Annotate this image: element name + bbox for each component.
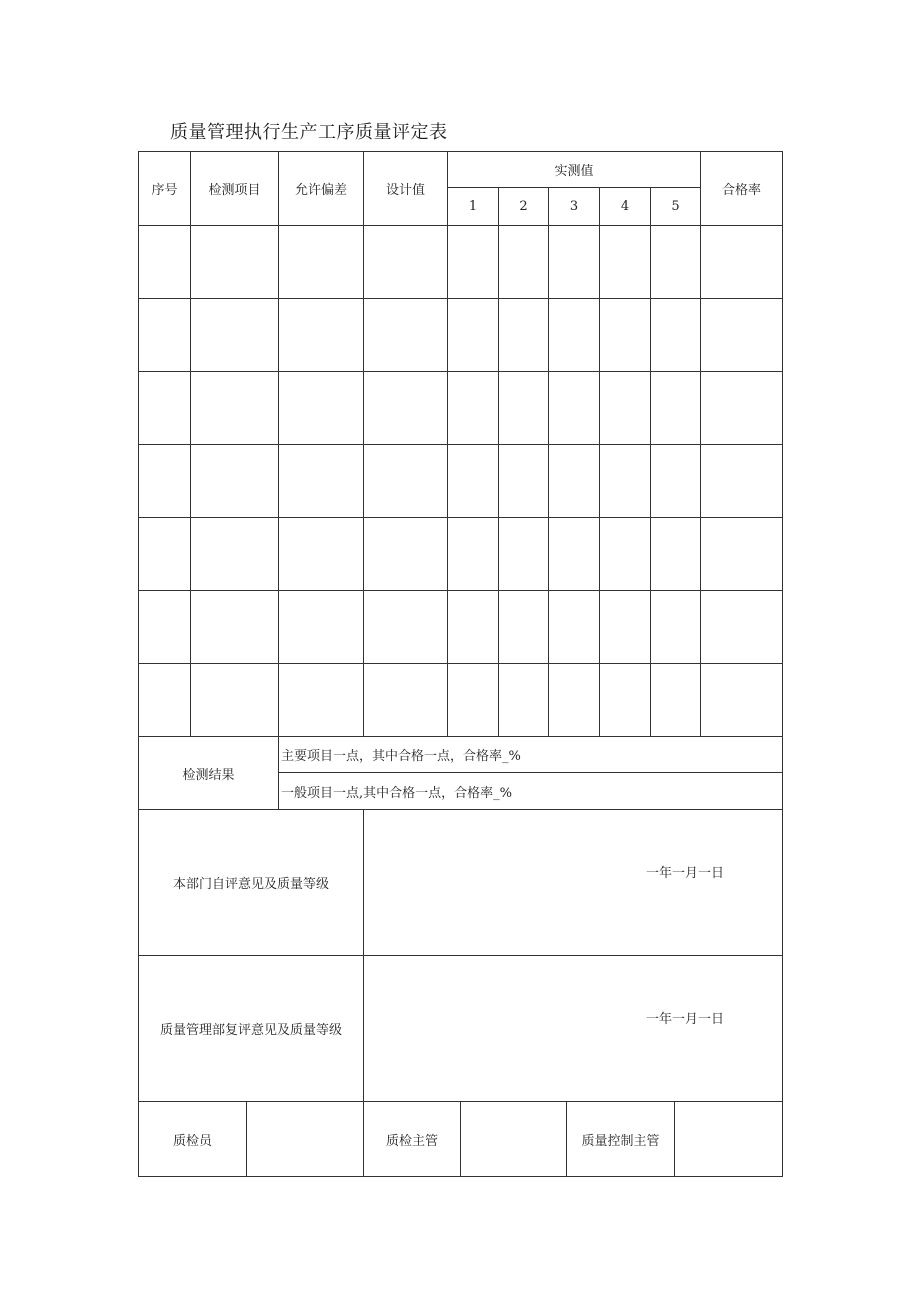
cell[interactable]	[364, 445, 448, 518]
table-row	[139, 664, 783, 737]
result-general-items[interactable]: 一般项目一点,其中合格一点，合格率_%	[279, 773, 783, 810]
header-tolerance: 允许偏差	[279, 152, 364, 226]
cell[interactable]	[139, 372, 191, 445]
cell[interactable]	[701, 664, 783, 737]
header-measure-col: 5	[651, 188, 701, 226]
cell[interactable]	[701, 445, 783, 518]
table-row	[139, 226, 783, 299]
qc-supervisor-signature-field[interactable]	[675, 1102, 783, 1177]
cell[interactable]	[139, 299, 191, 372]
self-review-opinion[interactable]	[364, 810, 783, 956]
cell[interactable]	[364, 226, 448, 299]
header-design: 设计值	[364, 152, 448, 226]
cell[interactable]	[448, 299, 499, 372]
cell[interactable]	[600, 518, 651, 591]
cell[interactable]	[364, 518, 448, 591]
cell[interactable]	[191, 372, 279, 445]
result-label: 检测结果	[139, 737, 279, 810]
header-seq: 序号	[139, 152, 191, 226]
cell[interactable]	[600, 664, 651, 737]
cell[interactable]	[549, 518, 600, 591]
cell[interactable]	[701, 299, 783, 372]
cell[interactable]	[139, 591, 191, 664]
table-row	[139, 372, 783, 445]
cell[interactable]	[651, 445, 701, 518]
result-main-items[interactable]: 主要项目一点，其中合格一点，合格率_%	[279, 737, 783, 773]
cell[interactable]	[364, 664, 448, 737]
cell[interactable]	[549, 299, 600, 372]
signature-table	[138, 1102, 783, 1177]
qm-review-opinion[interactable]	[364, 956, 783, 1102]
cell[interactable]	[651, 518, 701, 591]
cell[interactable]	[549, 591, 600, 664]
inspection-supervisor-signature-field[interactable]	[461, 1102, 567, 1177]
table-row	[139, 518, 783, 591]
cell[interactable]	[448, 518, 499, 591]
cell[interactable]	[279, 445, 364, 518]
header-measured: 实测值	[448, 152, 701, 188]
cell[interactable]	[499, 445, 549, 518]
cell[interactable]	[448, 226, 499, 299]
cell[interactable]	[600, 591, 651, 664]
cell[interactable]	[499, 299, 549, 372]
cell[interactable]	[364, 299, 448, 372]
cell[interactable]	[448, 664, 499, 737]
cell[interactable]	[600, 372, 651, 445]
cell[interactable]	[139, 226, 191, 299]
cell[interactable]	[279, 591, 364, 664]
cell[interactable]	[651, 591, 701, 664]
cell[interactable]	[139, 518, 191, 591]
header-measure-col: 4	[600, 188, 651, 226]
inspector-label: 质检员	[139, 1102, 247, 1177]
self-review-label: 本部门自评意见及质量等级	[139, 810, 364, 956]
cell[interactable]	[191, 518, 279, 591]
cell[interactable]	[191, 591, 279, 664]
cell[interactable]	[651, 299, 701, 372]
cell[interactable]	[651, 372, 701, 445]
cell[interactable]	[600, 299, 651, 372]
cell[interactable]	[701, 518, 783, 591]
cell[interactable]	[279, 664, 364, 737]
form-title: 质量管理执行生产工序质量评定表	[170, 122, 448, 143]
cell[interactable]	[701, 226, 783, 299]
cell[interactable]	[499, 664, 549, 737]
cell[interactable]	[701, 372, 783, 445]
cell[interactable]	[139, 445, 191, 518]
cell[interactable]	[701, 591, 783, 664]
cell[interactable]	[600, 445, 651, 518]
cell[interactable]	[279, 299, 364, 372]
cell[interactable]	[499, 591, 549, 664]
cell[interactable]	[191, 226, 279, 299]
cell[interactable]	[279, 372, 364, 445]
cell[interactable]	[549, 664, 600, 737]
cell[interactable]	[191, 664, 279, 737]
cell[interactable]	[139, 664, 191, 737]
cell[interactable]	[191, 299, 279, 372]
qc-supervisor-label: 质量控制主管	[567, 1102, 675, 1177]
cell[interactable]	[279, 518, 364, 591]
cell[interactable]	[499, 226, 549, 299]
cell[interactable]	[600, 226, 651, 299]
cell[interactable]	[448, 591, 499, 664]
qm-review-date: 一年一月一日	[646, 1011, 725, 1027]
table-row	[139, 445, 783, 518]
header-measure-col: 2	[499, 188, 549, 226]
cell[interactable]	[549, 445, 600, 518]
header-pass-rate: 合格率	[701, 152, 783, 226]
header-measure-col: 3	[549, 188, 600, 226]
cell[interactable]	[279, 226, 364, 299]
cell[interactable]	[549, 372, 600, 445]
qm-review-label: 质量管理部复评意见及质量等级	[139, 956, 364, 1102]
table-row	[139, 591, 783, 664]
self-review-date: 一年一月一日	[646, 865, 725, 881]
cell[interactable]	[364, 591, 448, 664]
header-measure-col: 1	[448, 188, 499, 226]
evaluation-table	[138, 151, 783, 1102]
cell[interactable]	[651, 226, 701, 299]
cell[interactable]	[651, 664, 701, 737]
cell[interactable]	[364, 372, 448, 445]
cell[interactable]	[499, 372, 549, 445]
table-row	[139, 299, 783, 372]
cell[interactable]	[448, 445, 499, 518]
inspector-signature-field[interactable]	[247, 1102, 364, 1177]
cell[interactable]	[191, 445, 279, 518]
cell[interactable]	[499, 518, 549, 591]
cell[interactable]	[448, 372, 499, 445]
cell[interactable]	[549, 226, 600, 299]
header-item: 检测项目	[191, 152, 279, 226]
inspection-supervisor-label: 质检主管	[364, 1102, 461, 1177]
